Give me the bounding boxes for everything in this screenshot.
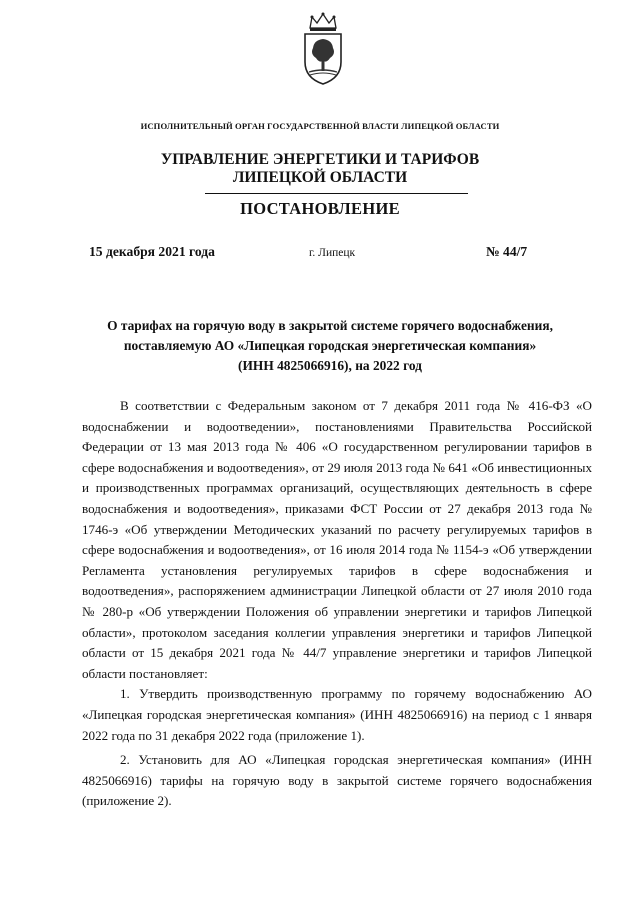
- document-body: [82, 396, 592, 816]
- document-type: ПОСТАНОВЛЕНИЕ: [240, 199, 400, 218]
- document-number: № 44/7: [486, 244, 528, 259]
- document-city: г. Липецк: [309, 247, 356, 259]
- body-item-1: 1. Утвердить производственную программу по горячему водоснабжению АО «Липецкая городская энергетическая компания» (ИНН 4825066916) на период с 1 января 2022 года по 31 декабря 2022 года (приложение 1).: [82, 686, 592, 743]
- document-title-line3: (ИНН 4825066916), на 2022 год: [238, 358, 422, 373]
- document-title: [60, 316, 600, 376]
- header-divider: [205, 193, 468, 194]
- organization-line: ИСПОЛНИТЕЛЬНЫЙ ОРГАН ГОСУДАРСТВЕННОЙ ВЛАСТИ ЛИПЕЦКОЙ ОБЛАСТИ: [140, 121, 500, 131]
- department-name-line2: ЛИПЕЦКОЙ ОБЛАСТИ: [232, 169, 408, 186]
- coat-of-arms-emblem-icon: [300, 12, 346, 86]
- department-name-line1: УПРАВЛЕНИЕ ЭНЕРГЕТИКИ И ТАРИФОВ: [160, 151, 480, 168]
- body-intro-paragraph: В соответствии с Федеральным законом от 7 декабря 2011 года № 416-ФЗ «О водоснабжении и водоотведении», постановлениями Правительства Российской Федерации от 13 мая 2013 года № 406 «О государственном регулировании тарифов в сфере водоснабжения и водоотведения», от 29 июля 2013 года № 641 «Об инвестиционных и производственных программах организаций, осуществляющих деятельность в сфере водоснабжения и водоотведения», приказами ФСТ России от 27 декабря 2013 года № 1746-э «Об утверждении Методических указаний по расчету регулируемых тарифов в сфере водоснабжения и водоотведения», от 16 июля 2014 года № 1154-э «Об утверждении Регламента установления регулируемых тарифов в сфере водоснабжения и водоотведения», распоряжением администрации Липецкой области от 27 июля 2010 года № 280-р «Об утверждении Положения об управлении энергетики и тарифов Липецкой области», протоколом заседания коллегии управления энергетики и тарифов Липецкой области от 15 декабря 2021 года № 44/7 управление энергетики и тарифов Липецкой области постановляет:: [82, 398, 592, 681]
- department-name: [0, 151, 640, 187]
- document-date: 15 декабря 2021 года: [89, 244, 215, 259]
- document-title-line2: поставляемую АО «Липецкая городская энергетическая компания»: [123, 338, 537, 353]
- body-item-2: 2. Установить для АО «Липецкая городская энергетическая компания» (ИНН 4825066916) тарифы на горячую воду в закрытой системе горячего водоснабжения (приложение 2).: [82, 752, 592, 809]
- document-title-line1: О тарифах на горячую воду в закрытой системе горячего водоснабжения,: [107, 318, 553, 333]
